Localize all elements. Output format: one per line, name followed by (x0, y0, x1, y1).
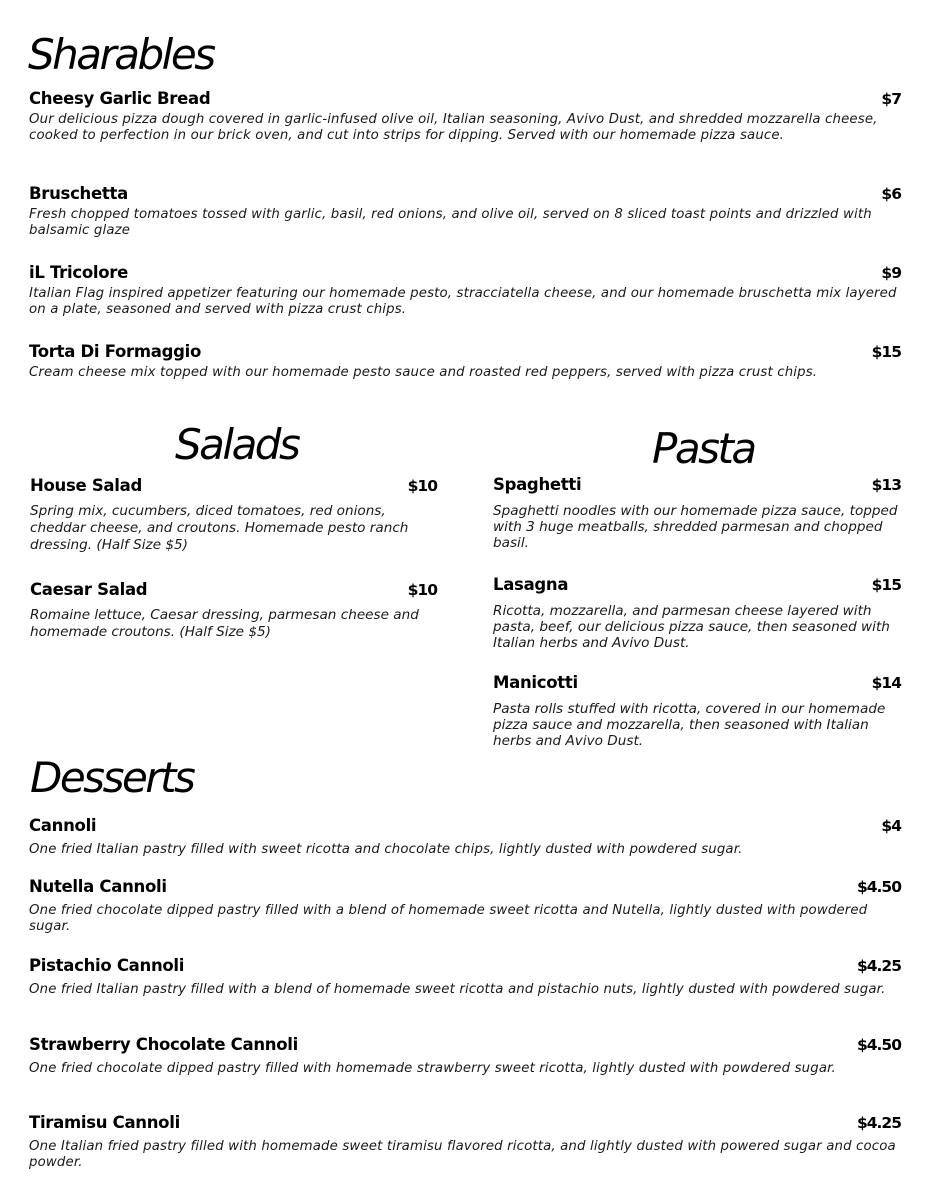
item-price: $4.25 (856, 1114, 901, 1132)
item-description: Italian Flag inspired appetizer featuring our homemade pesto, stracciatella cheese, and our homemade bruschetta mix layered on a plate, seasoned and served with pizza crust chips. (29, 286, 897, 317)
sharables-title: Sharables (28, 30, 214, 79)
item-description: Cream cheese mix topped with our homemade pesto sauce and roasted red peppers, served with pizza crust chips. (29, 365, 818, 380)
item-name: Nutella Cannoli (29, 877, 167, 896)
item-description: Fresh chopped tomatoes tossed with garlic, basil, red onions, and olive oil, served on 8 sliced toast points and drizzled with balsamic glaze (29, 207, 872, 238)
menu-item (29, 876, 901, 935)
item-name: iL Tricolore (29, 263, 128, 282)
item-description: One fried Italian pastry filled with sweet ricotta and chocolate chips, lightly dusted with powdered sugar. (29, 842, 743, 857)
menu-item (29, 183, 901, 239)
menu-item (29, 1034, 901, 1077)
item-description: Our delicious pizza dough covered in garlic-infused olive oil, Italian seasoning, Avivo Dust, and shredded mozzarella cheese, cooked to perfection in our brick oven, and cut into strips for dipping. Served with our homemade pizza sauce. (29, 112, 878, 143)
item-price: $9 (881, 264, 901, 282)
item-description: One fried Italian pastry filled with a blend of homemade sweet ricotta and pistachio nuts, lightly dusted with powdered sugar. (29, 982, 886, 997)
item-description: One fried chocolate dipped pastry filled with a blend of homemade sweet ricotta and Nutella, lightly dusted with powdered sugar. (29, 903, 868, 934)
item-price: $13 (871, 476, 901, 494)
item-description: One Italian fried pastry filled with homemade sweet tiramisu flavored ricotta, and lightly dusted with powered sugar and cocoa powder. (29, 1139, 896, 1170)
pasta-title: Pasta (652, 424, 755, 473)
item-price: $4.50 (856, 1036, 901, 1054)
item-description: Pasta rolls stuffed with ricotta, covered in our homemade pizza sauce and mozzarella, then seasoned with Italian herbs and Avivo Dust. (493, 701, 886, 749)
menu-item (29, 1112, 901, 1171)
item-name: Torta Di Formaggio (29, 342, 202, 361)
item-description: Ricotta, mozzarella, and parmesan cheese layered with pasta, beef, our delicious pizza sauce, then seasoned with Italian herbs and Avivo Dust. (493, 603, 890, 651)
menu-item (493, 672, 901, 749)
menu-item (493, 574, 901, 651)
menu-item (29, 341, 901, 381)
item-description: One fried chocolate dipped pastry filled with homemade strawberry sweet ricotta, lightly dusted with powdered sugar. (29, 1061, 836, 1076)
item-name: Bruschetta (29, 184, 128, 203)
salads-title: Salads (175, 420, 299, 469)
menu-item (29, 815, 901, 858)
item-name: Lasagna (493, 575, 569, 594)
item-description: Spring mix, cucumbers, diced tomatoes, red onions, cheddar cheese, and croutons. Homemade pesto ranch dressing. (Half Size $5) (30, 503, 409, 553)
item-name: Pistachio Cannoli (29, 956, 185, 975)
item-name: Cannoli (29, 816, 97, 835)
item-name: Cheesy Garlic Bread (29, 89, 211, 108)
item-price: $6 (881, 185, 901, 203)
item-name: Tiramisu Cannoli (29, 1113, 180, 1132)
item-name: Caesar Salad (30, 580, 148, 599)
item-price: $4.50 (856, 878, 901, 896)
menu-item (493, 474, 901, 551)
item-description: Spaghetti noodles with our homemade pizza sauce, topped with 3 huge meatballs, shredded parmesan and chopped basil. (493, 503, 898, 551)
menu-item (29, 262, 901, 318)
item-name: Manicotti (493, 673, 578, 692)
item-price: $4 (881, 817, 901, 835)
item-price: $15 (871, 343, 901, 361)
desserts-title: Desserts (30, 753, 194, 802)
item-description: Romaine lettuce, Caesar dressing, parmesan cheese and homemade croutons. (Half Size $5) (30, 607, 419, 640)
item-price: $7 (881, 90, 901, 108)
item-price: $15 (871, 576, 901, 594)
menu-item (29, 955, 901, 998)
menu-item (29, 88, 901, 144)
menu-item (30, 579, 437, 641)
item-name: Strawberry Chocolate Cannoli (29, 1035, 298, 1054)
item-name: House Salad (30, 476, 142, 495)
menu-item (30, 475, 437, 554)
item-name: Spaghetti (493, 475, 582, 494)
item-price: $4.25 (856, 957, 901, 975)
item-price: $14 (871, 674, 901, 692)
item-price: $10 (407, 581, 437, 599)
item-price: $10 (407, 477, 437, 495)
